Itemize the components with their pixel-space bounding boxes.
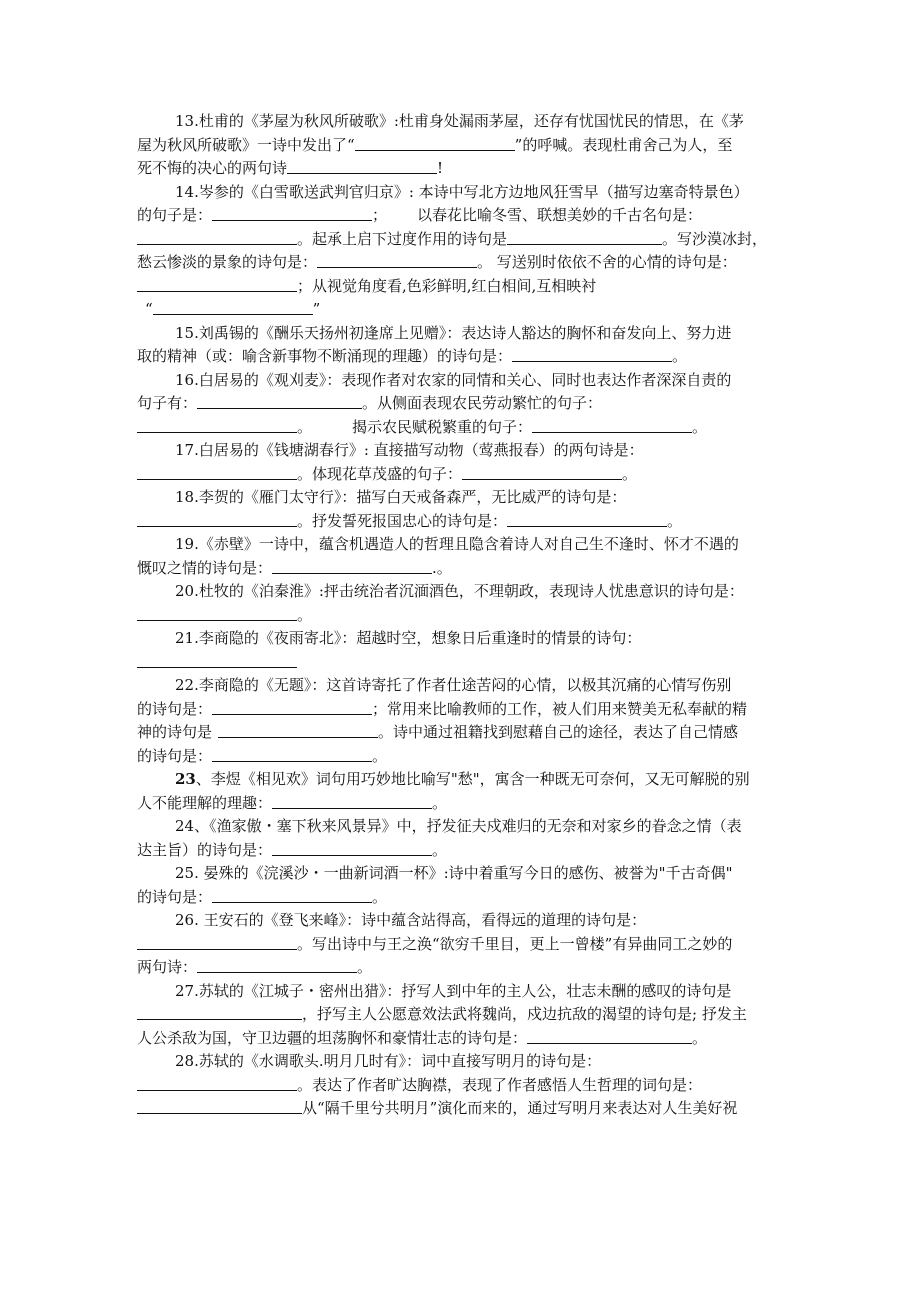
question-line [137, 251, 785, 275]
question-text: 27.苏轼的《江城子・密州出猎》：抒写人到中年的主人公，壮志未酬的感叹的诗句是 [175, 981, 732, 1000]
worksheet [137, 110, 785, 1121]
question-text: 22.李商隐的《无题》：这首诗寄托了作者仕途苦闷的心情，以极其沉痛的心情写伤别 [175, 676, 732, 694]
question-text: ；从视觉角度看,色彩鲜明,红白相间,互相映衬 [297, 276, 597, 295]
question-line [137, 204, 785, 228]
question-text: 。 [672, 347, 688, 365]
answer-blank[interactable] [355, 135, 515, 151]
question-line [137, 839, 785, 863]
question-text: 。体现花草茂盛的句子： [297, 464, 463, 483]
question-28 [137, 1050, 785, 1121]
question-line [137, 463, 785, 487]
question-text: 取的精神（或：喻含新事物不断涌现的理趣）的诗句是： [137, 347, 513, 365]
question-21 [137, 627, 785, 674]
question-text: 。表达了作者旷达胸襟，表现了作者感悟人生哲理的词句是： [297, 1075, 703, 1094]
question-text: 人不能理解的理趣： [137, 793, 273, 812]
question-line [137, 862, 785, 886]
question-text: 。 [667, 511, 683, 530]
question-text: 。抒发誓死报国忠心的诗句是： [297, 511, 508, 530]
question-16 [137, 369, 785, 440]
answer-blank[interactable] [137, 511, 297, 527]
answer-blank[interactable] [507, 229, 662, 245]
question-text: ； [372, 206, 388, 224]
question-line [137, 674, 785, 698]
answer-blank[interactable] [527, 1028, 692, 1044]
question-text: 神的诗句是 [137, 723, 213, 741]
question-text: 15.刘禹锡的《酬乐天扬州初逢席上见赠》：表达诗人豁达的胸怀和奋发向上、努力进 [175, 323, 732, 342]
question-text: 25. 晏殊的《浣溪沙・一曲新词酒一杯》:诗中着重写今日的感伤、被誉为"千古奇偶" [175, 864, 733, 882]
question-18 [137, 486, 785, 533]
question-text: 。 [432, 840, 448, 859]
answer-blank[interactable] [507, 511, 667, 527]
question-line [137, 1097, 785, 1121]
question-text: 愁云惨淡的景象的诗句是： [137, 253, 318, 271]
question-text: ” [312, 300, 321, 318]
question-text: 。 [432, 793, 448, 812]
question-text: .。 [432, 558, 452, 577]
question-text: 达主旨）的诗句是： [137, 840, 273, 859]
answer-blank[interactable] [153, 299, 313, 315]
question-line [137, 792, 785, 816]
answer-blank[interactable] [197, 393, 362, 409]
question-line [137, 322, 785, 346]
question-text: 14.岑参的《白雪歌送武判官归京》: 本诗中写北方边地风狂雪早（描写边塞奇特景色） [175, 182, 749, 201]
question-text: 。 [372, 746, 388, 765]
question-text: “ [145, 300, 153, 318]
question-line [137, 745, 785, 769]
question-text: 26. 王安石的《登飞来峰》：诗中蕴含站得高，看得远的道理的诗句是： [175, 911, 647, 929]
question-line [137, 416, 785, 440]
question-line [137, 157, 785, 181]
question-text: 以春花比喻冬雪、联想美妙的千古名句是： [417, 206, 703, 224]
question-19 [137, 533, 785, 580]
question-15 [137, 322, 785, 369]
question-text: 。 [357, 958, 373, 976]
question-line [137, 604, 785, 628]
question-line [137, 627, 785, 651]
question-text: 的句子是： [137, 206, 213, 224]
question-text: 。 [622, 464, 638, 483]
answer-blank[interactable] [212, 887, 372, 903]
question-20 [137, 580, 785, 627]
question-text: 。 [297, 605, 313, 624]
answer-blank[interactable] [287, 158, 437, 174]
question-text: 的诗句是： [137, 746, 213, 765]
question-line [137, 886, 785, 910]
question-text: ”的呼喊。表现杜甫舍己为人，至 [514, 135, 733, 154]
question-line [137, 651, 785, 675]
question-number: 23 [175, 770, 196, 788]
answer-blank[interactable] [272, 558, 432, 574]
question-text: 24、《渔家傲・塞下秋来风景异》中，抒发征夫戍难归的无奈和对家乡的眷念之情（表 [175, 817, 742, 835]
question-text: ；常用来比喻教师的工作，被人们用来赞美无私奉献的精 [372, 699, 748, 718]
question-text: 句子有： [137, 394, 198, 412]
question-text: 13.杜甫的《茅屋为秋风所破歌》:杜甫身处漏雨茅屋，还存有忧国忧民的情思，在《茅 [175, 112, 744, 130]
question-26 [137, 909, 785, 980]
answer-blank[interactable] [137, 652, 297, 668]
question-27 [137, 980, 785, 1051]
answer-blank[interactable] [212, 699, 372, 715]
question-text: 人公杀敌为国，守卫边疆的坦荡胸怀和豪情壮志的诗句是： [137, 1028, 528, 1047]
answer-blank[interactable] [272, 793, 432, 809]
question-line [137, 768, 785, 792]
question-line [137, 1074, 785, 1098]
question-text: 。写沙漠冰封， [662, 229, 768, 248]
question-text: 16.白居易的《观刈麦》：表现作者对农家的同情和关心、同时也表达作者深深自责的 [175, 370, 732, 389]
question-line [137, 933, 785, 957]
question-line [137, 533, 785, 557]
question-text: 的诗句是： [137, 887, 213, 906]
question-line [137, 439, 785, 463]
answer-blank[interactable] [512, 346, 672, 362]
question-text: 。 [692, 417, 708, 436]
question-23 [137, 768, 785, 815]
question-text: 死不悔的决心的两句诗 [137, 159, 288, 177]
answer-blank[interactable] [137, 1098, 302, 1114]
question-text: 。起承上启下过度作用的诗句是 [297, 229, 508, 248]
question-text: 两句诗： [137, 958, 198, 976]
question-line [137, 721, 785, 745]
question-text: ! [437, 159, 444, 177]
question-text: 、李煜《相见欢》词句用巧妙地比喻写"愁"，寓含一种既无可奈何，又无可解脱的别 [195, 770, 750, 788]
answer-blank[interactable] [532, 417, 692, 433]
question-text: 。 [297, 417, 313, 436]
question-text: 。 [692, 1028, 708, 1047]
answer-blank[interactable] [137, 417, 297, 433]
answer-blank[interactable] [272, 840, 432, 856]
question-line [137, 181, 785, 205]
answer-blank[interactable] [197, 957, 357, 973]
question-line [137, 510, 785, 534]
question-line [137, 298, 785, 322]
answer-blank[interactable] [212, 746, 372, 762]
question-text: 21.李商隐的《夜雨寄北》：超越时空，想象日后重逢时的情景的诗句： [175, 629, 642, 647]
question-text: 17.白居易的《钱塘湖春行》: 直接描写动物（莺燕报春）的两句诗是： [175, 441, 644, 459]
answer-blank[interactable] [137, 1004, 302, 1020]
question-text: 。 写送别时依依不舍的心情的诗句是： [477, 253, 737, 271]
question-text: 从“隔千里兮共明月”演化而来的，通过写明月来表达对人生美好祝 [302, 1099, 738, 1117]
question-text: 19.《赤壁》一诗中，蕴含机遇造人的哲理且隐含着诗人对自己生不逢时、怀才不遇的 [175, 535, 739, 553]
answer-blank[interactable] [137, 605, 297, 621]
question-line [137, 698, 785, 722]
answer-blank[interactable] [137, 229, 297, 245]
question-line [137, 580, 785, 604]
question-25 [137, 862, 785, 909]
question-line [137, 1050, 785, 1074]
answer-blank[interactable] [137, 276, 297, 292]
answer-blank[interactable] [218, 722, 378, 738]
question-text: 28.苏轼的《水调歌头.明月几时有》：词中直接写明月的诗句是： [175, 1052, 602, 1070]
question-text: 的诗句是： [137, 699, 213, 718]
answer-blank[interactable] [137, 464, 297, 480]
question-text: 18.李贺的《雁门太守行》：描写白天戒备森严，无比威严的诗句是： [175, 488, 627, 506]
question-line [137, 392, 785, 416]
question-line [137, 956, 785, 980]
question-line [137, 275, 785, 299]
answer-blank[interactable] [137, 934, 297, 950]
question-24 [137, 815, 785, 862]
question-line [137, 228, 785, 252]
question-text: 。写出诗中与王之涣“欲穷千里目，更上一曾楼”有异曲同工之妙的 [297, 934, 733, 953]
answer-blank[interactable] [317, 252, 477, 268]
question-line [137, 557, 785, 581]
question-22 [137, 674, 785, 768]
question-text: 揭示农民赋税繁重的句子： [352, 417, 533, 436]
answer-blank[interactable] [137, 1075, 297, 1091]
question-text: 。从侧面表现农民劳动繁忙的句子： [362, 394, 603, 412]
question-line [137, 980, 785, 1004]
question-line [137, 1027, 785, 1051]
question-text: 20.杜牧的《泊秦淮》:抨击统治者沉湎酒色，不理朝政，表现诗人忧患意识的诗句是： [175, 582, 744, 600]
question-line [137, 110, 785, 134]
question-line [137, 345, 785, 369]
question-13 [137, 110, 785, 181]
question-line [137, 815, 785, 839]
question-text: ，抒写主人公愿意效法武将魏尚，戍边抗敌的渴望的诗句是; 抒发主 [302, 1005, 747, 1023]
question-line [137, 909, 785, 933]
question-line [137, 369, 785, 393]
question-text: 屋为秋风所破歌》一诗中发出了“ [137, 135, 355, 154]
question-17 [137, 439, 785, 486]
question-line [137, 1003, 785, 1027]
question-line [137, 486, 785, 510]
question-14 [137, 181, 785, 322]
question-line [137, 134, 785, 158]
question-text: 慨叹之情的诗句是： [137, 558, 273, 577]
question-text: 。 [372, 887, 388, 906]
answer-blank[interactable] [212, 205, 372, 221]
question-text: 。诗中通过祖籍找到慰藉自己的途径，表达了自己情感 [378, 723, 739, 741]
answer-blank[interactable] [462, 464, 622, 480]
